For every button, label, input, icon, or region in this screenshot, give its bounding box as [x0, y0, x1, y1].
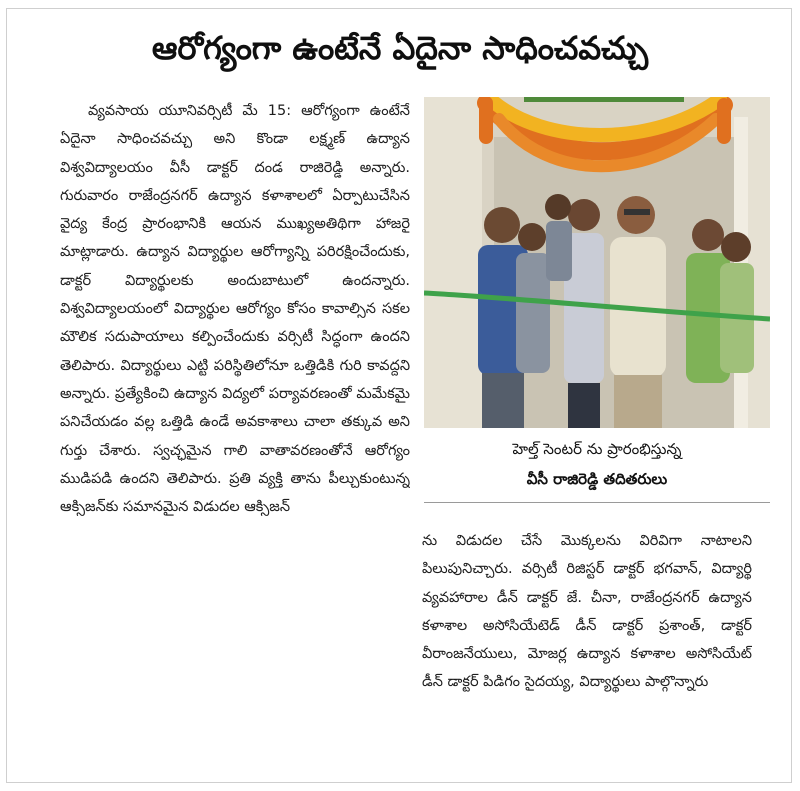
article-headline: ఆరోగ్యంగా ఉంటేనే ఏదైనా సాధించవచ్చు — [151, 29, 649, 67]
person-background-middle — [545, 194, 572, 281]
article-body-right-column — [422, 527, 752, 779]
photo-caption-line-2: వీసీ రాజిరెడ్డి తదితరులు — [526, 470, 668, 488]
person-far-right — [720, 232, 754, 373]
caption-divider — [424, 502, 770, 503]
article-body-left-column — [60, 97, 410, 777]
photo-caption-line-1: హెల్త్ సెంటర్ ను ప్రారంభిస్తున్న — [512, 440, 682, 458]
article-photo — [424, 97, 770, 428]
photo-caption — [424, 434, 770, 494]
article-paragraph-right: ను విడుదల చేసే మొక్కలను విరివిగా నాటాలని పిలుపునిచ్చారు. వర్సిటీ రిజిస్టర్ డాక్టర్ భగవాన్, విద్యార్థి వ్యవహారాల డీన్ డాక్టర్ జే. చీనా, రాజేంద్రనగర్ ఉద్యాన కళాశాల అసోసియేటెడ్ డీన్ డాక్టర్ ప్రశాంత్, డాక్టర్ వీరాంజనేయులు, మోజర్ల ఉద్యాన కళాశాల అసోసియేట్ డీన్ డాక్టర్ పిడిగం సైదయ్య, విద్యార్థులు పాల్గొన్నారు — [422, 533, 752, 691]
article-paragraph-left: వ్యవసాయ యూనివర్సిటీ మే 15: ఆరోగ్యంగా ఉంటేనే ఏదైనా సాధించవచ్చు అని కొండా లక్ష్మణ్ ఉద్యాన విశ్వవిద్యాలయం వీసీ డాక్టర్ దండ రాజిరెడ్డి అన్నారు. గురువారం రాజేంద్రనగర్ ఉద్యాన కళాశాలలో ఏర్పాటుచేసిన వైద్య కేంద్ర ప్రారంభానికి ఆయన ముఖ్యఅతిథిగా హాజరై మాట్లాడారు. ఉద్యాన విద్యార్థుల ఆరోగ్యాన్ని పరిరక్షించేందుకు, డాక్టర్ విద్యార్థులకు అందుబాటులో ఉందన్నారు. విశ్వవిద్యాలయంలో విద్యార్థుల ఆరోగ్యం కోసం కావాల్సిన సకల మౌలిక సదుపాయాలు కల్పించేందుకు వర్సిటీ సిద్ధంగా ఉందని తెలిపారు. విద్యార్థులు ఎట్టి పరిస్థితిలోనూ ఒత్తిడికి గురి కావద్దని అన్నారు. ప్రత్యేకించి ఉద్యాన విద్యలో పర్యావరణంతో మమేకమై పనిచేయడం వల్ల ఒత్తిడి ఉండే అవకాశాలు చాలా తక్కువ అని గుర్తు చేశారు. స్వచ్ఛమైన గాలి వాతావరణంతోనే ఆరోగ్యం ముడిపడి ఉందని తెలిపారు. ప్రతి వ్యక్తి తాను పీల్చుకుంటున్న ఆక్సిజన్‌కు సమానమైన విడుదల ఆక్సిజన్ — [60, 103, 410, 516]
